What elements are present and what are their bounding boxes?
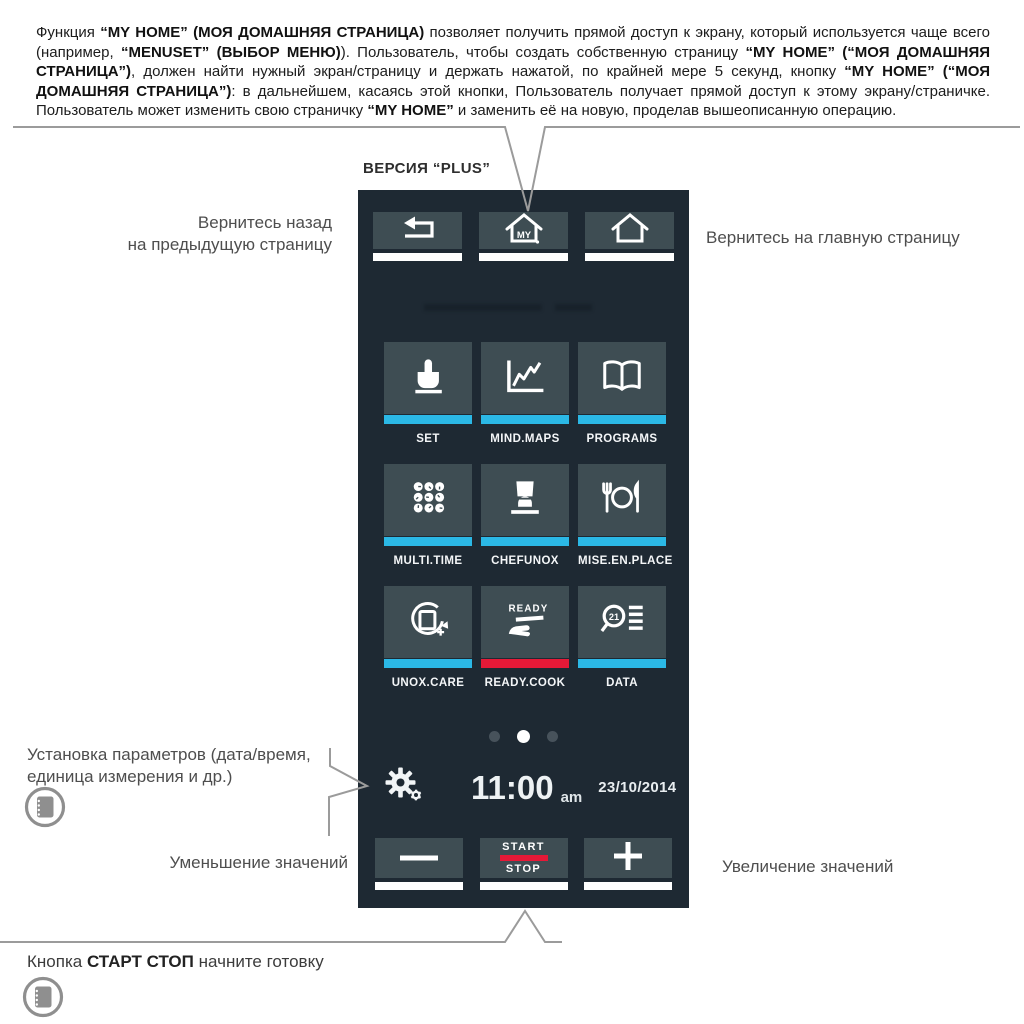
tile-label: CHEFUNOX: [491, 555, 559, 567]
footer-note: Кнопка СТАРТ СТОП начните готовку: [27, 952, 324, 971]
tile-cell: [384, 464, 472, 569]
tile-grid: [384, 342, 673, 691]
multi-time-icon: [405, 479, 451, 521]
tile-label: DATA: [606, 677, 638, 689]
tile-underline: [481, 537, 569, 546]
tile-underline: [481, 415, 569, 424]
annotation-increase: Увеличение значений: [722, 857, 894, 876]
tile-label: SET: [416, 433, 440, 445]
minus-button[interactable]: [375, 838, 463, 890]
my-home-underline: [479, 253, 568, 261]
nav-row: [373, 212, 674, 261]
tile-multi-time[interactable]: [384, 464, 472, 536]
data-search-icon: [599, 601, 645, 643]
set-hand-icon: [405, 357, 451, 399]
my-home-icon: [502, 212, 546, 249]
svg-text:READY: READY: [508, 603, 548, 615]
tile-label: READY.COOK: [484, 677, 566, 689]
plus-button[interactable]: [584, 838, 672, 890]
settings-gear-icon[interactable]: [385, 767, 425, 808]
tile-underline: [384, 537, 472, 546]
annotation-settings: Установка параметров (дата/время, единица измерения и др.): [27, 745, 311, 786]
tile-cell: [481, 586, 569, 691]
tile-ready-cook[interactable]: [481, 586, 569, 658]
tile-underline: [384, 659, 472, 668]
tile-mise-en-place[interactable]: [578, 464, 666, 536]
annotation-decrease: Уменьшение значений: [169, 853, 348, 872]
tile-cell: [481, 464, 569, 569]
home-icon: [608, 212, 652, 249]
annotation-back: Вернитесь назад на предыдущую страницу: [127, 213, 332, 254]
intro-paragraph: Функция “MY HOME” (МОЯ ДОМАШНЯЯ СТРАНИЦА) позволяет получить прямой доступ к экрану, который используется чаще всего (например, “MENUSET” (ВЫБОР МЕНЮ)). Пользователь, чтобы создать собственную страницу “MY HOME” (“МОЯ ДОМАШНЯЯ СТРАНИЦА”), должен найти нужный экран/страницу и держать нажатой, по крайней мере 5 секунд, кнопку “MY HOME” (“МОЯ ДОМАШНЯЯ СТРАНИЦА”): в дальнейшем, касаясь этой кнопки, Пользователь получает прямой доступ к этому экрану/страничке. Пользователь может изменить свою страничку “MY HOME” и заменить её на новую, проделав вышеописанную операцию.: [36, 24, 991, 119]
unox-care-icon: [405, 601, 451, 643]
programs-book-icon: [599, 357, 645, 399]
tile-label: MIND.MAPS: [490, 433, 560, 445]
mise-en-place-icon: [599, 479, 645, 521]
start-stop-button[interactable]: [480, 838, 568, 890]
plus-underline: [584, 882, 672, 890]
ready-cook-icon: [502, 601, 548, 643]
tile-cell: [384, 342, 472, 447]
clock-meridiem: am: [560, 789, 583, 806]
tile-label: MISE.EN.PLACE: [578, 555, 673, 567]
tile-underline: [578, 415, 666, 424]
my-home-button[interactable]: [479, 212, 568, 261]
tile-underline: [481, 659, 569, 668]
oven-control-panel: [358, 190, 689, 908]
back-underline: [373, 253, 462, 261]
version-label: ВЕРСИЯ “PLUS”: [363, 160, 491, 177]
tile-chefunox[interactable]: [481, 464, 569, 536]
start-stop-underline: [480, 882, 568, 890]
start-stop-red-bar: [500, 855, 548, 861]
clock-time: 11:00: [471, 769, 554, 806]
status-row: [385, 767, 677, 808]
svg-text:MY: MY: [516, 230, 531, 241]
tile-cell: [481, 342, 569, 447]
tile-cell: [578, 464, 673, 569]
pager-dot-1[interactable]: [517, 730, 530, 743]
tile-label: PROGRAMS: [586, 433, 658, 445]
tile-data[interactable]: [578, 586, 666, 658]
manual-reference-icon: [24, 786, 66, 833]
mind-maps-icon: [502, 357, 548, 399]
minus-underline: [375, 882, 463, 890]
pager-dot-0[interactable]: [489, 731, 500, 742]
page-dots: [358, 730, 689, 743]
faint-screen-text: [424, 304, 592, 311]
stop-label: STOP: [505, 863, 542, 875]
tile-label: UNOX.CARE: [391, 677, 465, 689]
tile-unox-care[interactable]: [384, 586, 472, 658]
home-button[interactable]: [585, 212, 674, 261]
manual-reference-icon: [22, 976, 64, 1023]
tile-cell: [578, 586, 666, 691]
tile-underline: [384, 415, 472, 424]
annotation-home: Вернитесь на главную страницу: [706, 228, 960, 247]
back-arrow-icon: [396, 215, 440, 246]
tile-set[interactable]: [384, 342, 472, 414]
clock-date: 23/10/2014: [598, 779, 677, 796]
tile-label: MULTI.TIME: [393, 555, 463, 567]
plus-icon: [613, 841, 643, 876]
controls-row: [375, 838, 672, 890]
tile-underline: [578, 537, 666, 546]
start-label: START: [502, 841, 545, 853]
minus-icon: [399, 849, 439, 867]
tile-cell: [578, 342, 666, 447]
tile-programs[interactable]: [578, 342, 666, 414]
tile-mind-maps[interactable]: [481, 342, 569, 414]
chefunox-icon: [502, 479, 548, 521]
tile-underline: [578, 659, 666, 668]
svg-text:21: 21: [608, 612, 620, 623]
tile-cell: [384, 586, 472, 691]
pager-dot-2[interactable]: [547, 731, 558, 742]
back-button[interactable]: [373, 212, 462, 261]
home-underline: [585, 253, 674, 261]
